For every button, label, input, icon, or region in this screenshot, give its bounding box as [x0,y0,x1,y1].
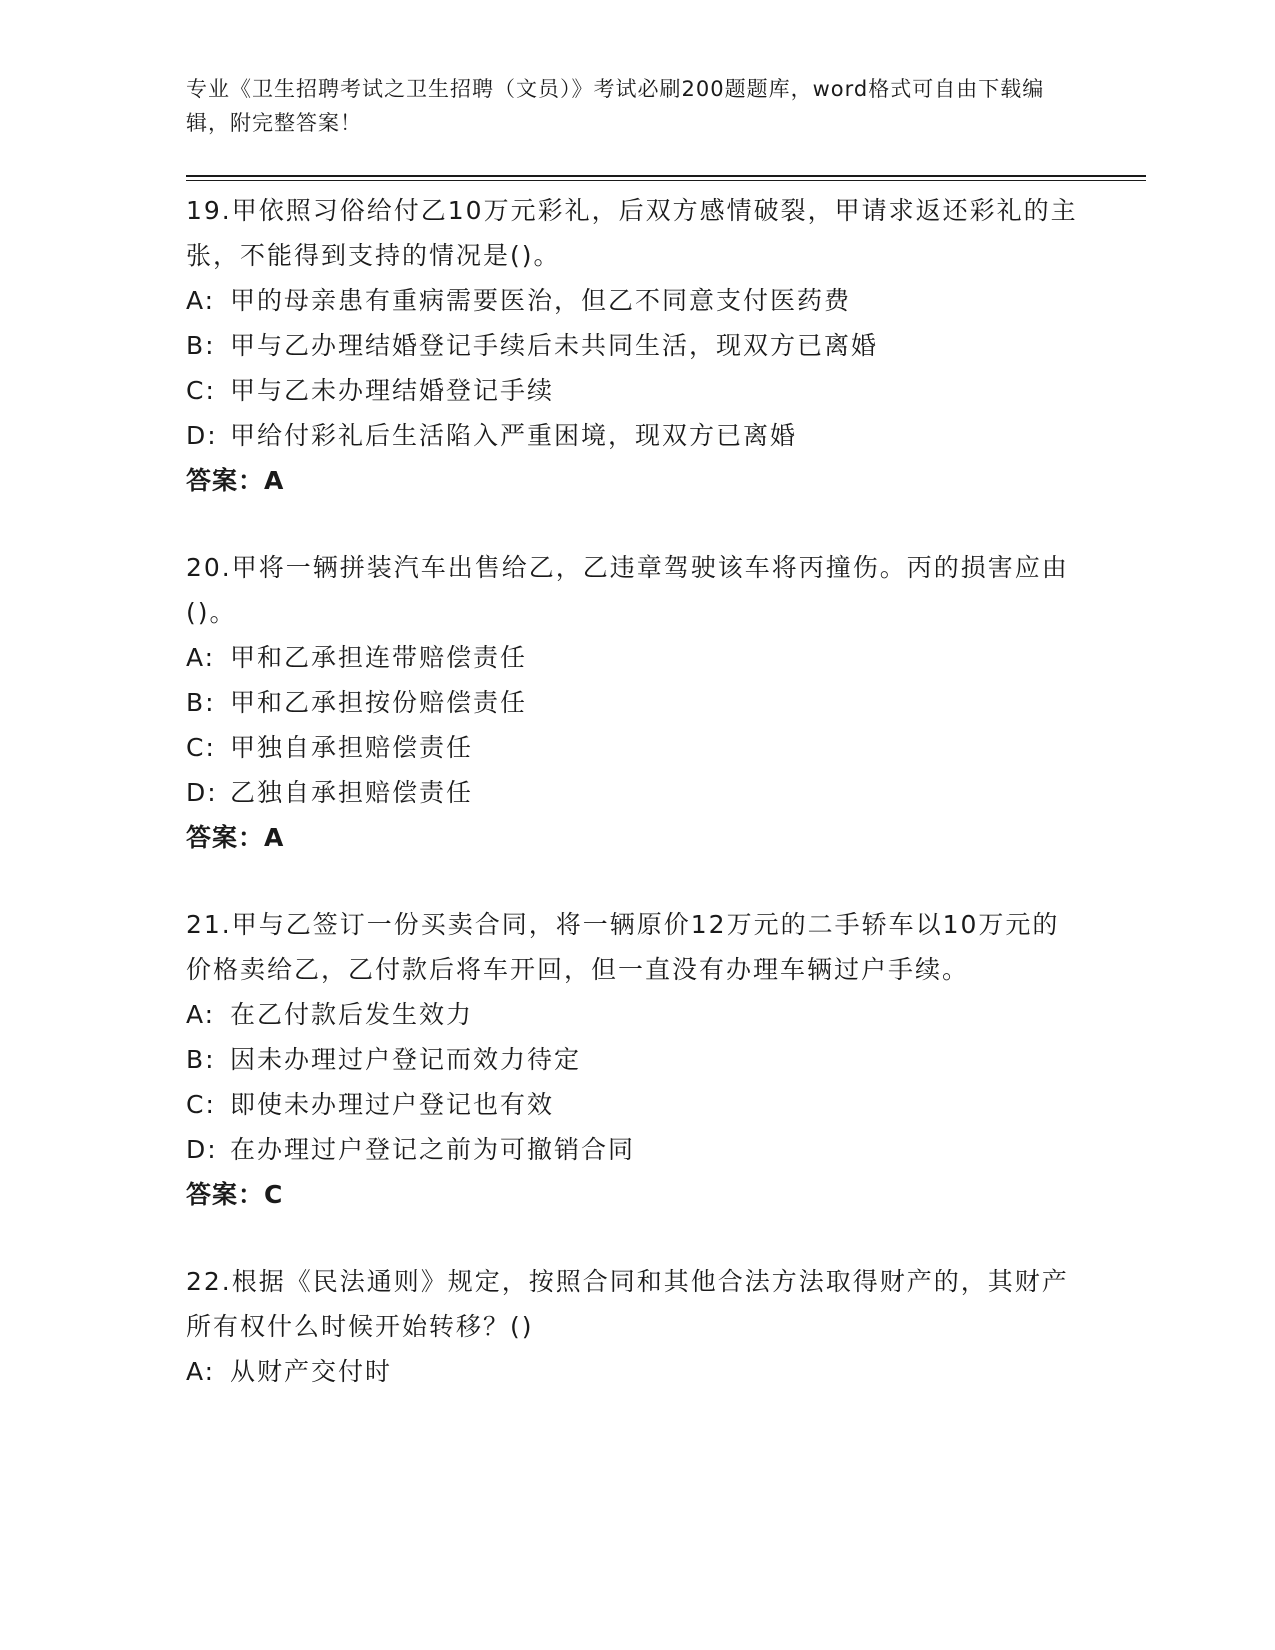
option-c [186,1082,1086,1127]
option-letter: D: [186,421,218,450]
option-c [186,368,1086,413]
question-22 [186,1259,1086,1394]
question-stem: 21.甲与乙签订一份买卖合同，将一辆原价12万元的二手轿车以10万元的价格卖给乙，乙付款后将车开回，但一直没有办理车辆过户手续。 [186,910,1060,984]
option-a [186,992,1086,1037]
question-21 [186,902,1086,1217]
header-divider-thin [186,180,1146,181]
option-a [186,635,1086,680]
option-text: 在办理过户登记之前为可撤销合同 [230,1135,636,1164]
option-a [186,1349,1086,1394]
option-text: 甲给付彩礼后生活陷入严重困境，现双方已离婚 [230,421,798,450]
option-letter: C: [186,733,216,762]
option-letter: D: [186,778,218,807]
question-stem: 20.甲将一辆拼装汽车出售给乙，乙违章驾驶该车将丙撞伤。丙的损害应由()。 [186,553,1069,627]
option-text: 甲独自承担赔偿责任 [230,733,474,762]
option-text: 在乙付款后发生效力 [230,1000,474,1029]
option-text: 即使未办理过户登记也有效 [230,1090,555,1119]
option-d [186,413,1086,458]
answer-line: 答案：A [186,466,285,495]
option-letter: A: [186,1000,216,1029]
option-text: 甲与乙未办理结婚登记手续 [230,376,555,405]
question-19 [186,188,1086,503]
page-header: 专业《卫生招聘考试之卫生招聘（文员）》考试必刷200题题库，word格式可自由下载编辑，附完整答案！ [186,77,1045,135]
question-stem: 22.根据《民法通则》规定，按照合同和其他合法方法取得财产的，其财产所有权什么时候开始转移？() [186,1267,1069,1341]
option-letter: D: [186,1135,218,1164]
option-letter: B: [186,331,216,360]
option-text: 甲与乙办理结婚登记手续后未共同生活，现双方已离婚 [230,331,879,360]
option-letter: A: [186,643,216,672]
header-divider-thick [186,175,1146,177]
option-letter: A: [186,1357,216,1386]
question-20 [186,545,1086,860]
option-c [186,725,1086,770]
option-letter: C: [186,1090,216,1119]
option-d [186,1127,1086,1172]
question-stem: 19.甲依照习俗给付乙10万元彩礼，后双方感情破裂，甲请求返还彩礼的主张，不能得到支持的情况是()。 [186,196,1078,270]
option-text: 甲和乙承担按份赔偿责任 [230,688,528,717]
option-a [186,278,1086,323]
option-letter: A: [186,286,216,315]
option-b [186,1037,1086,1082]
option-b [186,680,1086,725]
question-list [186,188,1086,1436]
option-text: 乙独自承担赔偿责任 [230,778,474,807]
answer-line: 答案：A [186,823,285,852]
option-text: 从财产交付时 [230,1357,393,1386]
option-d [186,770,1086,815]
option-letter: C: [186,376,216,405]
option-b [186,323,1086,368]
answer-line: 答案：C [186,1180,284,1209]
option-text: 甲的母亲患有重病需要医治，但乙不同意支付医药费 [230,286,852,315]
option-text: 甲和乙承担连带赔偿责任 [230,643,528,672]
option-letter: B: [186,688,216,717]
option-letter: B: [186,1045,216,1074]
option-text: 因未办理过户登记而效力待定 [230,1045,582,1074]
